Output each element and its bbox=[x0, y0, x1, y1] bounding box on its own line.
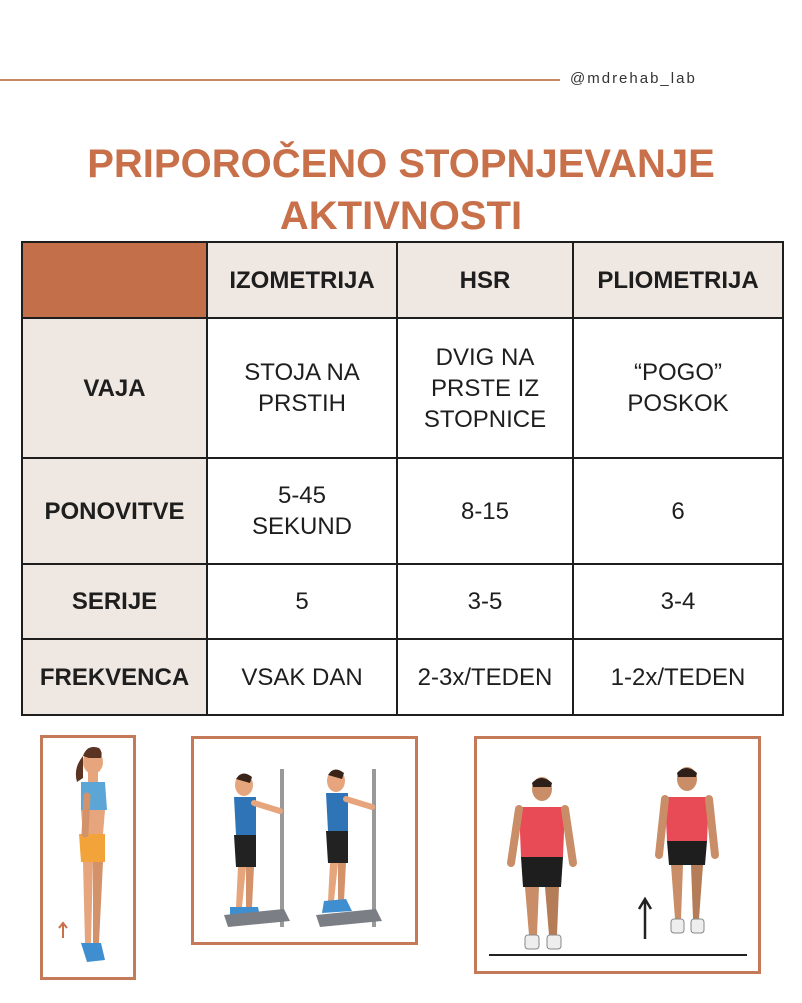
progression-table bbox=[21, 241, 784, 716]
table-row bbox=[22, 318, 783, 458]
table-row bbox=[22, 639, 783, 715]
calf-raise-illustration bbox=[191, 736, 418, 945]
cell-line: STOPNICE bbox=[423, 405, 547, 433]
header-divider bbox=[0, 79, 560, 81]
table-cell: 3-4 bbox=[573, 564, 783, 639]
cell-line: SEKUND bbox=[251, 513, 353, 540]
pogo-hop-illustration bbox=[474, 736, 761, 974]
instagram-handle: @mdrehab_lab bbox=[570, 70, 697, 87]
column-header: HSR bbox=[397, 242, 573, 318]
table-cell: 1-2x/TEDEN bbox=[573, 639, 783, 715]
page-title bbox=[0, 138, 802, 242]
table-row bbox=[22, 564, 783, 639]
table-cell: 6 bbox=[573, 458, 783, 564]
column-header: IZOMETRIJA bbox=[207, 242, 397, 318]
row-header: VAJA bbox=[22, 318, 207, 458]
title-line-1: PRIPOROČENO STOPNJEVANJE bbox=[87, 142, 715, 186]
toe-stand-illustration bbox=[40, 735, 136, 980]
pogo-hop-icon bbox=[477, 739, 758, 971]
table-cell bbox=[397, 318, 573, 458]
table-cell: 3-5 bbox=[397, 564, 573, 639]
table-cell: 5 bbox=[207, 564, 397, 639]
cell-line: PRSTIH bbox=[257, 390, 346, 417]
column-header: PLIOMETRIJA bbox=[573, 242, 783, 318]
row-header: PONOVITVE bbox=[22, 458, 207, 564]
cell-line: PRSTE IZ bbox=[430, 374, 539, 402]
table-cell bbox=[207, 458, 397, 564]
cell-line: STOJA NA bbox=[244, 359, 360, 386]
row-header: SERIJE bbox=[22, 564, 207, 639]
table-cell bbox=[207, 318, 397, 458]
cell-line: “POGO” bbox=[634, 359, 722, 386]
cell-line: POSKOK bbox=[627, 390, 729, 417]
cell-line: 5-45 bbox=[277, 482, 327, 509]
table-corner-cell bbox=[22, 242, 207, 318]
table-row bbox=[22, 458, 783, 564]
calf-raise-icon bbox=[194, 739, 415, 942]
table-cell: VSAK DAN bbox=[207, 639, 397, 715]
title-line-2: AKTIVNOSTI bbox=[279, 194, 523, 238]
table-header-row bbox=[22, 242, 783, 318]
cell-line: DVIG NA bbox=[435, 343, 535, 371]
table-cell bbox=[573, 318, 783, 458]
table-cell: 8-15 bbox=[397, 458, 573, 564]
table-cell: 2-3x/TEDEN bbox=[397, 639, 573, 715]
row-header: FREKVENCA bbox=[22, 639, 207, 715]
woman-standing-icon bbox=[43, 738, 133, 977]
